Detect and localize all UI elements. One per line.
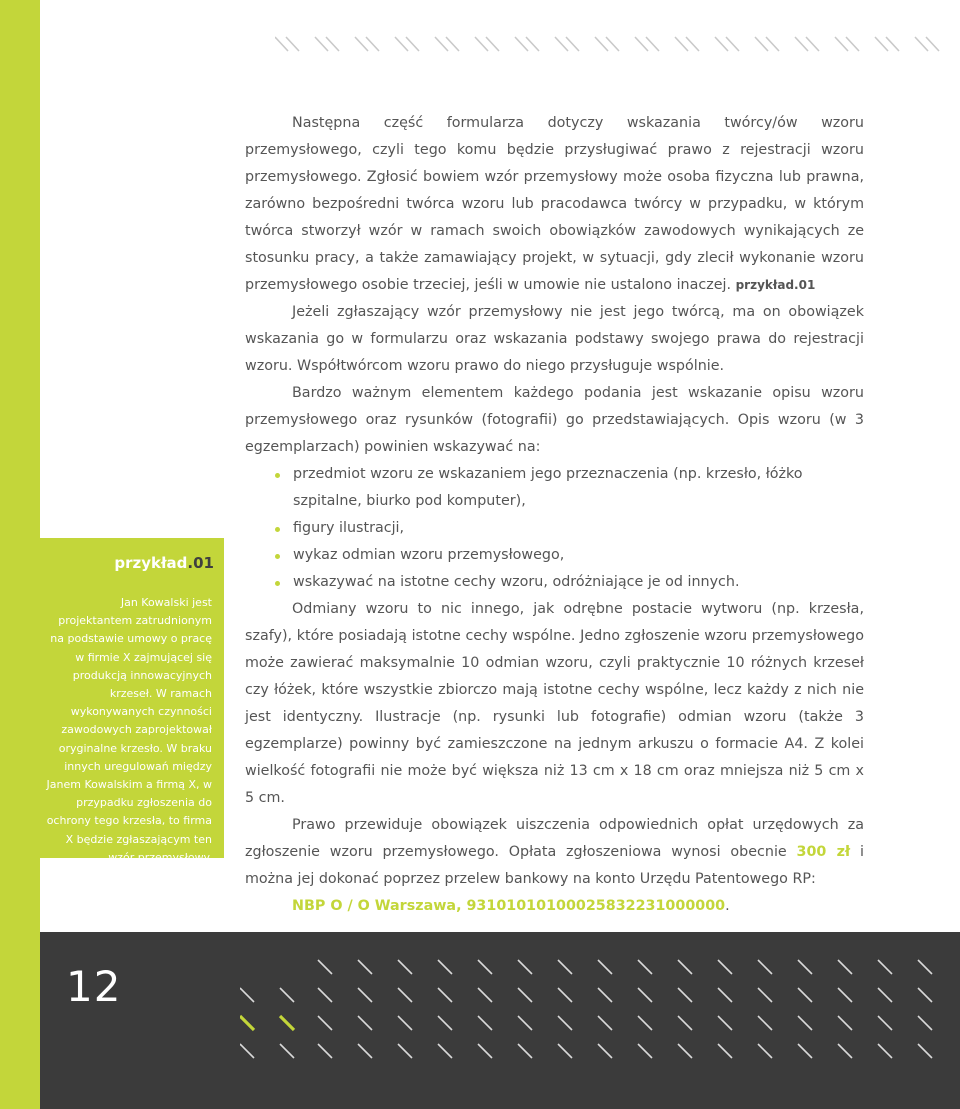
top-decorative-stripes [275, 34, 945, 54]
paragraph-5 [245, 812, 864, 893]
paragraph-1-text: Następna część formularza dotyczy wskazania twórcy/ów wzoru przemysłowego, czyli tego komu będzie przysługiwać prawo z rejestracji wzoru przemysłowego. Zgłosić bowiem wzór przemysłowy może osoba fizyczna lub prawna, zarówno bezpośredni twórca wzoru lub pracodawca twórcy w przypadku, w którym twórca stworzył wzór w ramach swoich obowiązków zawodowych wynikających ze stosunku pracy, a także zamawiający projekt, w sytuacji, gdy zlecił wykonanie wzoru przemysłowego osobie trzeciej, jeśli w umowie nie ustalono inaczej. [245, 115, 864, 293]
description-list [245, 461, 864, 596]
sidebar-title-word: przykład [114, 554, 188, 572]
paragraph-4: Odmiany wzoru to nic innego, jak odrębne postacie wytworu (np. krzesła, szafy), które posiadają istotne cechy wspólne. Jedno zgłoszenie wzoru przemysłowego może zawierać maksymalnie 10 odmian wzoru, czyli praktycznie 10 różnych krzeseł czy łóżek, które wszystkie zbiorczo mają istotne cechy wspólne, lecz każdy z nich nie jest identyczny. Ilustracje (np. rysunki lub fotografie) odmian wzoru (także 3 egzemplarze) powinny być zamieszczone na jednym arkuszu o formacie A4. Z kolei wielkość fotografii nie może być większa niż 13 cm x 18 cm oraz mniejsza niż 5 cm x 5 cm. [245, 601, 864, 806]
page-number: 12 [66, 962, 122, 1011]
sidebar-title [114, 554, 214, 572]
list-item: wykaz odmian wzoru przemysłowego, [275, 542, 864, 569]
paragraph-1 [245, 110, 864, 299]
paragraph-3: Bardzo ważnym elementem każdego podania jest wskazanie opisu wzoru przemysłowego oraz rysunków (fotografii) go przedstawiających. Opis wzoru (w 3 egzemplarzach) powinien wskazywać na: [245, 385, 864, 455]
bank-account [245, 893, 864, 920]
paragraph-5-text-a: Prawo przewiduje obowiązek uiszczenia odpowiednich opłat urzędowych za zgłoszenie wzoru przemysłowego. Opłata zgłoszeniowa wynosi obecnie [245, 817, 864, 860]
left-accent-band [0, 0, 40, 1109]
paragraph-2: Jeżeli zgłaszający wzór przemysłowy nie jest jego twórcą, ma on obowiązek wskazania go w formularzu oraz wskazania podstawy swojego prawa do rejestracji wzoru. Współtwórcom wzoru prawo do niego przysługuje wspólnie. [245, 304, 864, 374]
fee-amount: 300 zł [796, 844, 851, 860]
list-item: wskazywać na istotne cechy wzoru, odróżniające je od innych. [275, 569, 864, 596]
list-item: figury ilustracji, [275, 515, 864, 542]
main-text [245, 110, 864, 920]
bank-account-number: NBP O / O Warszawa, 93101010100025832231000000 [292, 898, 726, 914]
sidebar-title-number: .01 [187, 554, 214, 572]
example-reference: przykład.01 [735, 278, 816, 292]
bank-account-period: . [725, 898, 730, 914]
footer-decorative-stripes [240, 958, 960, 1068]
paragraph-5-text-b: i można jej dokonać poprzez przelew bankowy na konto Urzędu Patentowego RP: [245, 844, 864, 887]
example-sidebar [40, 538, 224, 864]
sidebar-text: Jan Kowalski jest projektantem zatrudnionym na podstawie umowy o pracę w firmie X zajmującej się produkcją innowacyjnych krzeseł. W ramach wykonywanych czynności zawodowych zaprojektował oryginalne krzesło. W braku innych uregulowań między Janem Kowalskim a firmą X, w przypadku zgłoszenia do ochrony tego krzesła, to firma X będzie zgłaszającym ten wzór przemysłowy. [46, 596, 212, 864]
list-item: przedmiot wzoru ze wskazaniem jego przeznaczenia (np. krzesło, łóżko szpitalne, biurko pod komputer), [275, 461, 864, 515]
